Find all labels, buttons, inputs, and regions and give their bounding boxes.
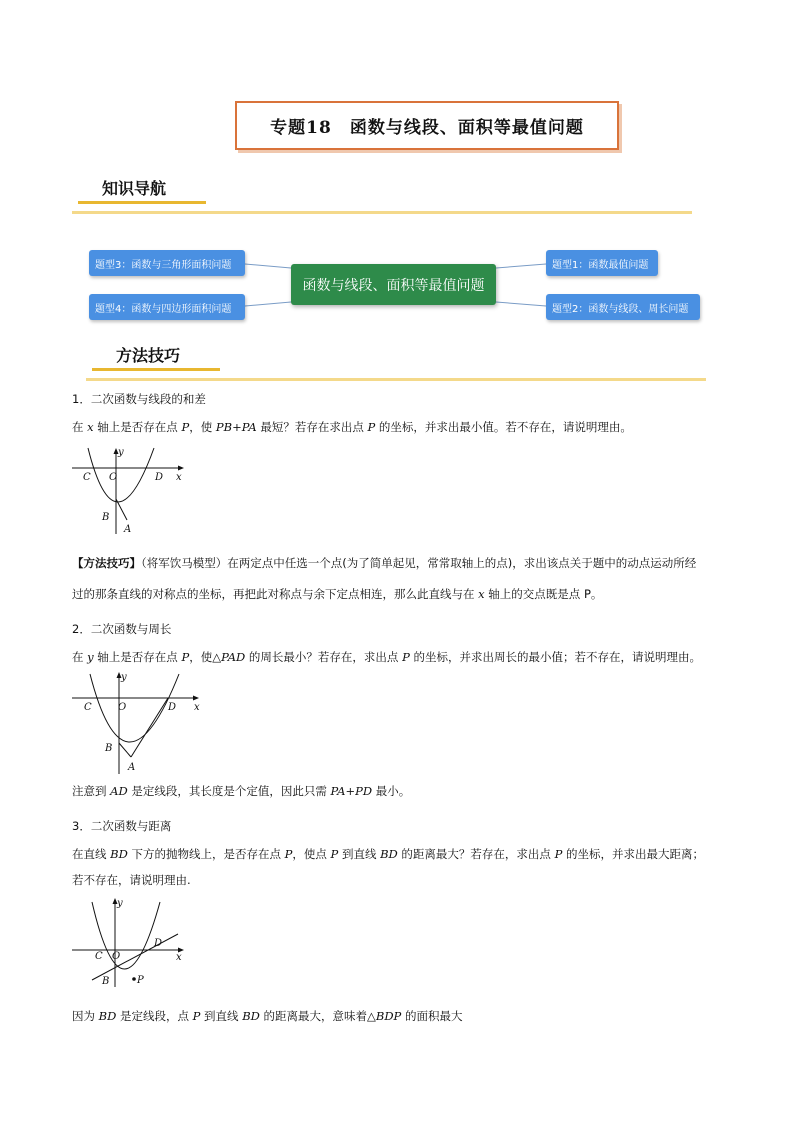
mindmap-node-type2: 题型2：函数与线段、周长问题 bbox=[546, 294, 700, 320]
label-C: C bbox=[84, 702, 92, 713]
label-x: x bbox=[176, 952, 182, 963]
item3-question-line2: 若不存在，请说明理由. bbox=[72, 873, 191, 887]
label-O: O bbox=[112, 951, 121, 962]
mindmap-node-type3: 题型3：函数与三角形面积问题 bbox=[89, 250, 245, 276]
label-C: C bbox=[83, 472, 91, 483]
item1-heading: 1．二次函数与线段的和差 bbox=[72, 392, 206, 406]
label-O: O bbox=[118, 702, 127, 713]
figure-parabola-3 bbox=[70, 896, 195, 988]
label-A: A bbox=[128, 762, 136, 773]
section-heading-knowledge: 知识导航 bbox=[102, 179, 167, 198]
item1-tip-line2: 过的那条直线的对称点的坐标，再把此对称点与余下定点相连，那么此直线与在 x 轴上的交点既是点 P。 bbox=[72, 587, 603, 601]
label-D: D bbox=[155, 472, 164, 483]
label-B: B bbox=[102, 976, 110, 987]
label-B: B bbox=[105, 743, 113, 754]
label-y: y bbox=[121, 672, 127, 683]
section-heading-methods: 方法技巧 bbox=[116, 346, 181, 365]
mindmap-node-type1: 题型1：函数最值问题 bbox=[546, 250, 658, 276]
section-divider bbox=[86, 378, 706, 381]
section-underline bbox=[78, 201, 206, 204]
label-C: C bbox=[95, 951, 103, 962]
item2-note: 注意到 AD 是定线段，其长度是个定值，因此只需 PA+PD 最小。 bbox=[72, 784, 411, 798]
label-x: x bbox=[194, 702, 200, 713]
label-D: D bbox=[168, 702, 177, 713]
item3-note: 因为 BD 是定线段，点 P 到直线 BD 的距离最大，意味着△BDP 的面积最大 bbox=[72, 1009, 463, 1023]
label-x: x bbox=[176, 472, 182, 483]
label-B: B bbox=[102, 512, 110, 523]
label-O: O bbox=[109, 472, 118, 483]
item1-question: 在 x 轴上是否存在点 P，使 PB+PA 最短？若存在求出点 P 的坐标，并求出最小值。若不存在，请说明理由。 bbox=[72, 420, 632, 434]
item2-heading: 2．二次函数与周长 bbox=[72, 622, 172, 636]
label-y: y bbox=[117, 898, 123, 909]
label-y: y bbox=[118, 447, 124, 458]
mindmap-center-node: 函数与线段、面积等最值问题 bbox=[291, 264, 496, 305]
item1-tip-line1: 【方法技巧】（将军饮马模型）在两定点中任选一个点(为了简单起见，常常取轴上的点)，求出该点关于题中的动点运动所经 bbox=[72, 556, 697, 570]
label-D: D bbox=[154, 938, 163, 949]
item3-question-line1: 在直线 BD 下方的抛物线上，是否存在点 P，使点 P 到直线 BD 的距离最大？若存在，求出点 P 的坐标，并求出最大距离； bbox=[72, 847, 704, 861]
mindmap-node-type4: 题型4：函数与四边形面积问题 bbox=[89, 294, 245, 320]
section-divider bbox=[72, 211, 692, 214]
figure-parabola-1 bbox=[70, 446, 190, 536]
figure-parabola-2 bbox=[70, 670, 210, 775]
label-P: P bbox=[137, 975, 144, 986]
item2-question: 在 y 轴上是否存在点 P，使△PAD 的周长最小？若存在，求出点 P 的坐标，并求出周长的最小值；若不存在，请说明理由。 bbox=[72, 650, 701, 664]
label-A: A bbox=[124, 524, 132, 535]
mind-map bbox=[88, 240, 708, 330]
section-underline bbox=[92, 368, 220, 371]
item3-heading: 3．二次函数与距离 bbox=[72, 819, 172, 833]
page-title: 专题18 函数与线段、面积等最值问题 bbox=[235, 101, 619, 150]
